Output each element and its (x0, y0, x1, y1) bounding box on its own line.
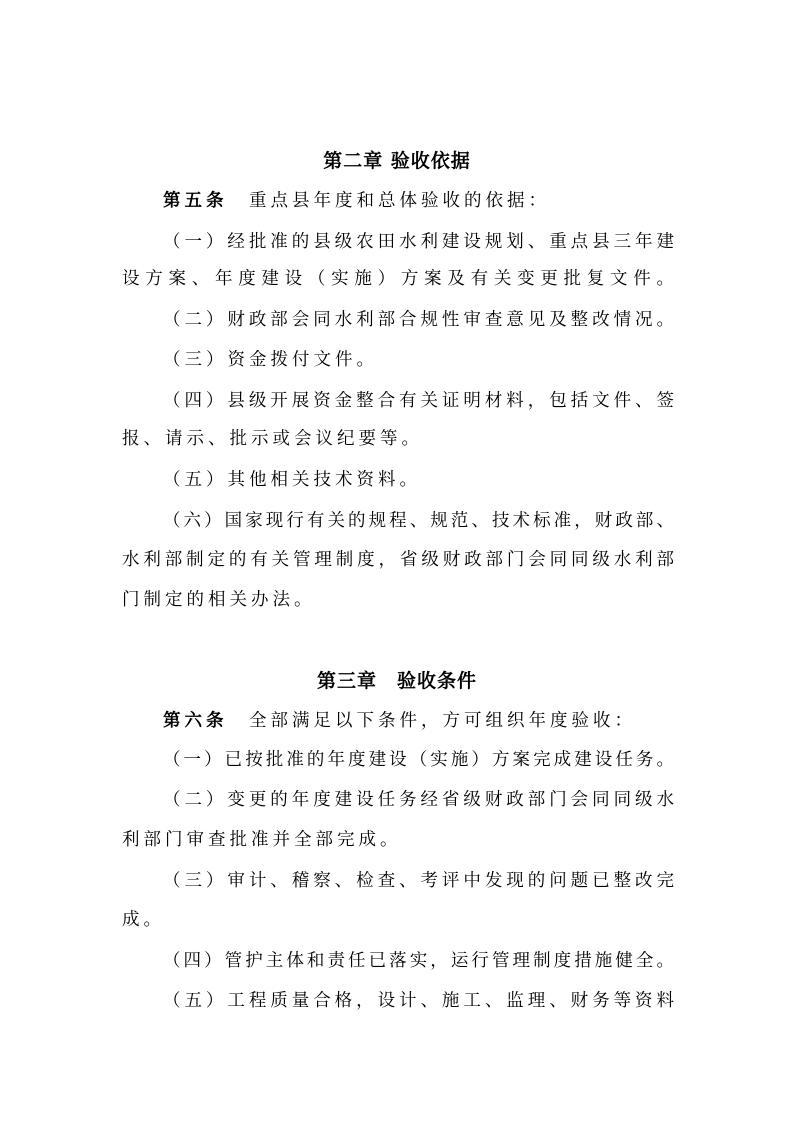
chapter-2-title: 第二章 验收依据 (323, 150, 471, 172)
paragraph-line: 门制定的相关办法。 (122, 590, 316, 610)
paragraph-line: （三）资金拨付文件。 (163, 350, 378, 370)
paragraph-line: 报、请示、批示或会议纪要等。 (122, 429, 423, 449)
paragraph-line: （五）其他相关技术资料。 (163, 470, 421, 490)
paragraph-line: （一）已按批准的年度建设（实施）方案完成建设任务。 (163, 750, 674, 770)
chapter-3-title: 第三章 验收条件 (316, 670, 477, 692)
article-5-label: 第五条 (163, 191, 228, 211)
article-5 (163, 193, 674, 211)
paragraph-line: （三）审计、稽察、检查、考评中发现的问题已整改完 (163, 871, 674, 891)
paragraph-line: （六）国家现行有关的规程、规范、技术标准，财政部、 (163, 511, 674, 531)
article-5-text: 重点县年度和总体验收的依据： (249, 191, 550, 211)
paragraph-line: 成。 (122, 910, 165, 930)
paragraph-line: （二）变更的年度建设任务经省级财政部门会同同级水 (163, 790, 674, 810)
paragraph-line: （四）管护主体和责任已落实，运行管理制度措施健全。 (163, 951, 674, 971)
paragraph-line: （四）县级开展资金整合有关证明材料，包括文件、签 (163, 391, 674, 411)
article-6 (163, 713, 674, 731)
article-6-label: 第六条 (163, 711, 228, 731)
article-6-text: 全部满足以下条件，方可组织年度验收： (249, 711, 636, 731)
paragraph-line: 设方案、年度建设（实施）方案及有关变更批复文件。 (122, 269, 674, 289)
paragraph-line: 水利部制定的有关管理制度，省级财政部门会同同级水利部 (122, 550, 674, 570)
paragraph-line: （二）财政部会同水利部合规性审查意见及整改情况。 (163, 310, 674, 330)
paragraph-line: （一）经批准的县级农田水利建设规划、重点县三年建 (163, 232, 674, 252)
paragraph-line: 利部门审查批准并全部完成。 (122, 830, 402, 850)
paragraph-line: （五）工程质量合格，设计、施工、监理、财务等资料 (163, 991, 674, 1011)
